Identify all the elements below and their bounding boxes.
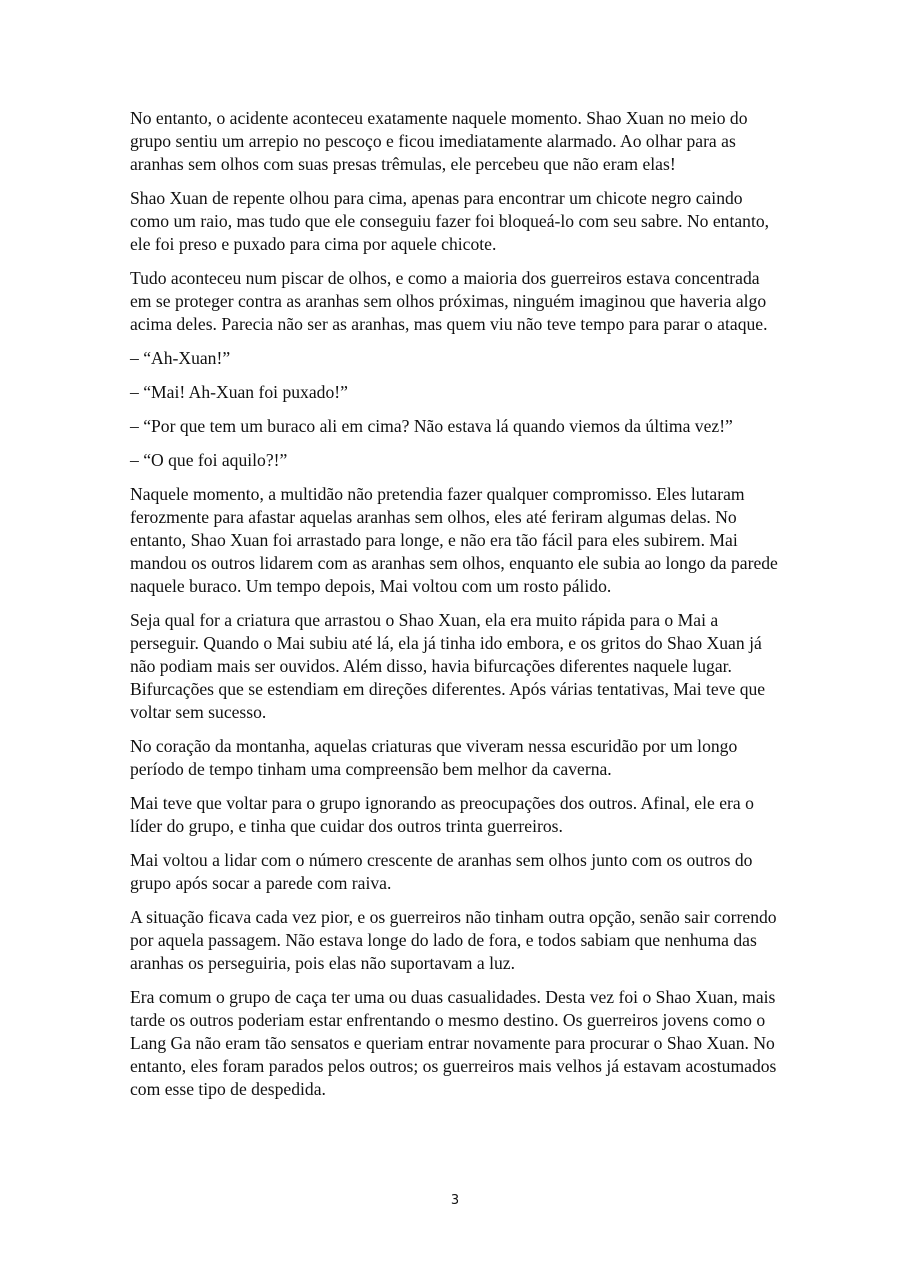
paragraph: A situação ficava cada vez pior, e os guerreiros não tinham outra opção, senão sair correndo por aquela passagem. Não estava longe do lado de fora, e todos sabiam que nenhuma das aranhas os perseguiria, pois elas não suportavam a luz. — [130, 907, 777, 973]
paragraph: Tudo aconteceu num piscar de olhos, e como a maioria dos guerreiros estava concentrada em se proteger contra as aranhas sem olhos próximas, ninguém imaginou que haveria algo acima deles. Parecia não ser as aranhas, mas quem viu não teve tempo para parar o ataque. — [130, 268, 768, 334]
paragraph: Mai voltou a lidar com o número crescente de aranhas sem olhos junto com os outros do grupo após socar a parede com raiva. — [130, 850, 753, 893]
paragraph: No coração da montanha, aquelas criaturas que viveram nessa escuridão por um longo período de tempo tinham uma compreensão bem melhor da caverna. — [130, 736, 738, 779]
dialogue-line: – “Ah-Xuan!” — [130, 348, 231, 368]
paragraph: Mai teve que voltar para o grupo ignorando as preocupações dos outros. Afinal, ele era o líder do grupo, e tinha que cuidar dos outros trinta guerreiros. — [130, 793, 754, 836]
document-body — [130, 107, 785, 1112]
paragraph: Naquele momento, a multidão não pretendia fazer qualquer compromisso. Eles lutaram ferozmente para afastar aquelas aranhas sem olhos, eles até feriram algumas delas. No entanto, Shao Xuan foi arrastado para longe, e não era tão fácil para eles subirem. Mai mandou os outros lidarem com as aranhas sem olhos, enquanto ele subia ao longo da parede naquele buraco. Um tempo depois, Mai voltou com um rosto pálido. — [130, 484, 778, 596]
paragraph: Shao Xuan de repente olhou para cima, apenas para encontrar um chicote negro caindo como um raio, mas tudo que ele conseguiu fazer foi bloqueá-lo com seu sabre. No entanto, ele foi preso e puxado para cima por aquele chicote. — [130, 188, 770, 254]
page-number: 3 — [450, 1193, 460, 1208]
dialogue-line: – “Mai! Ah-Xuan foi puxado!” — [130, 382, 348, 402]
dialogue-line: – “Por que tem um buraco ali em cima? Não estava lá quando viemos da última vez!” — [130, 416, 733, 436]
dialogue-line: – “O que foi aquilo?!” — [130, 450, 288, 470]
paragraph: Era comum o grupo de caça ter uma ou duas casualidades. Desta vez foi o Shao Xuan, mais tarde os outros poderiam estar enfrentando o mesmo destino. Os guerreiros jovens como o Lang Ga não eram tão sensatos e queriam entrar novamente para procurar o Shao Xuan. No entanto, eles foram parados pelos outros; os guerreiros mais velhos já estavam acostumados com esse tipo de despedida. — [130, 987, 777, 1099]
paragraph: No entanto, o acidente aconteceu exatamente naquele momento. Shao Xuan no meio do grupo sentiu um arrepio no pescoço e ficou imediatamente alarmado. Ao olhar para as aranhas sem olhos com suas presas trêmulas, ele percebeu que não eram elas! — [130, 108, 748, 174]
paragraph: Seja qual for a criatura que arrastou o Shao Xuan, ela era muito rápida para o Mai a perseguir. Quando o Mai subiu até lá, ela já tinha ido embora, e os gritos do Shao Xuan já não podiam mais ser ouvidos. Além disso, havia bifurcações diferentes naquele lugar. Bifurcações que se estendiam em direções diferentes. Após várias tentativas, Mai teve que voltar sem sucesso. — [130, 610, 766, 722]
